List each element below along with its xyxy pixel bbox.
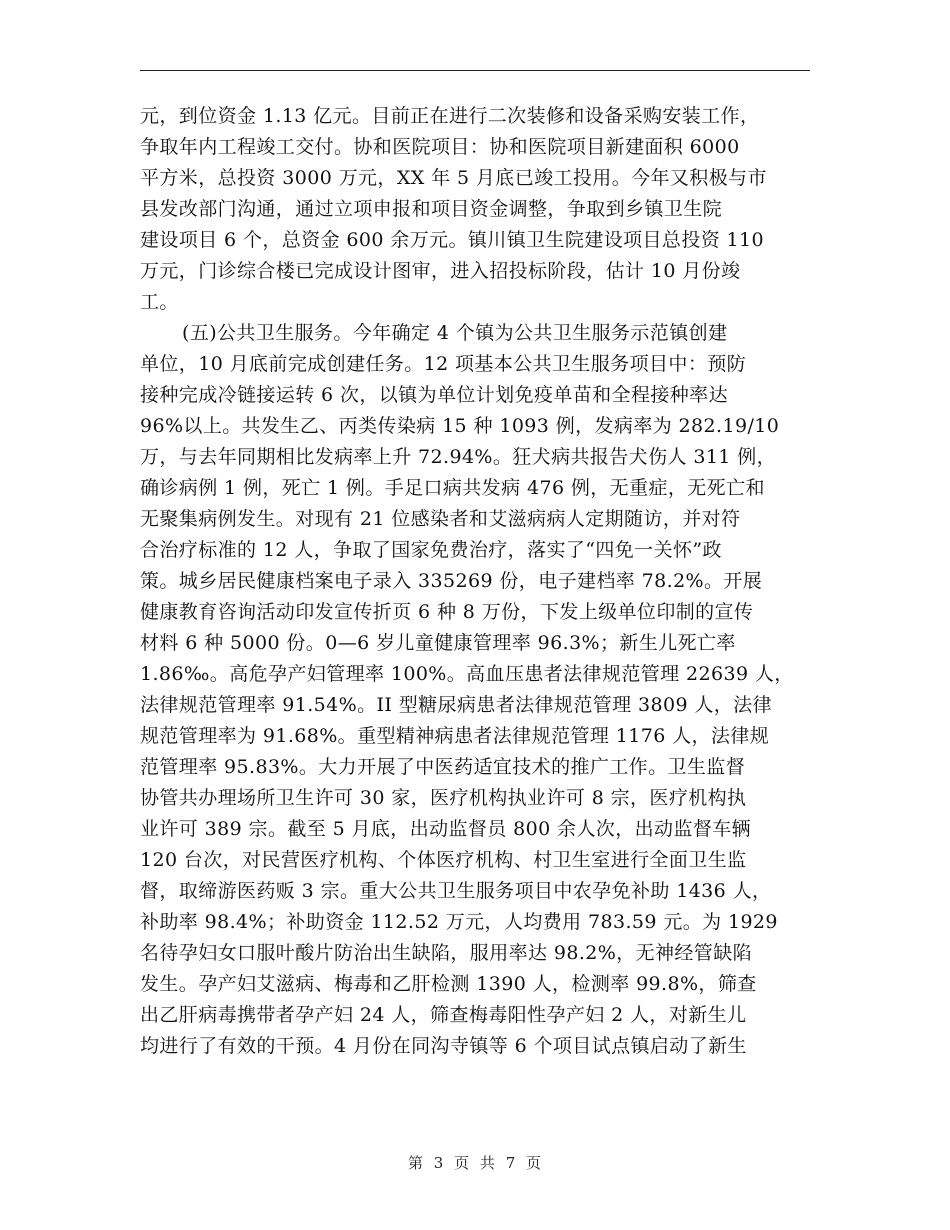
text-line: 单位，10 月底前完成创建任务。12 项基本公共卫生服务项目中：预防 [140, 353, 747, 375]
page-footer [0, 1152, 950, 1173]
text-line: 县发改部门沟通，通过立项申报和项目资金调整，争取到乡镇卫生院 [140, 198, 723, 220]
footer-total-prefix: 共 [479, 1154, 496, 1172]
text-line: 补助率 98.4%；补助资金 112.52 万元，人均费用 783.59 元。为 1929 [140, 911, 778, 933]
text-line: 元，到位资金 1.13 亿元。目前正在进行二次装修和设备采购安装工作， [140, 105, 760, 127]
header-rule [140, 70, 810, 71]
text-line: 合治疗标准的 12 人，争取了国家免费治疗，落实了“四免一关怀”政 [140, 539, 722, 561]
text-line: 96%以上。共发生乙、丙类传染病 15 种 1093 例，发病率为 282.19/10 [140, 415, 780, 437]
text-line: 确诊病例 1 例，死亡 1 例。手足口病共发病 476 例，无重症，无死亡和 [140, 477, 765, 499]
document-body [140, 101, 810, 1062]
text-line: 建设项目 6 个，总资金 600 余万元。镇川镇卫生院建设项目总投资 110 [140, 229, 765, 251]
text-line: 争取年内工程竣工交付。协和医院项目：协和医院项目新建面积 6000 [140, 136, 740, 158]
text-line: 平方米，总投资 3000 万元，XX 年 5 月底已竣工投用。今年又积极与市 [140, 167, 767, 189]
text-line: 出乙肝病毒携带者孕产妇 24 人，筛查梅毒阳性孕产妇 2 人，对新生儿 [140, 1004, 747, 1026]
page-unit: 页 [454, 1154, 471, 1172]
page-number: 3 [433, 1154, 445, 1172]
text-line: 接种完成冷链接运转 6 次，以镇为单位计划免疫单苗和全程接种率达 [140, 384, 728, 406]
section-heading-line: (五)公共卫生服务。今年确定 4 个镇为公共卫生服务示范镇创建 [182, 322, 728, 344]
text-line: 范管理率 95.83%。大力开展了中医药适宜技术的推广工作。卫生监督 [140, 756, 746, 778]
text-line: 名待孕妇女口服叶酸片防治出生缺陷，服用率达 98.2%，无神经管缺陷 [140, 942, 752, 964]
text-line: 健康教育咨询活动印发宣传折页 6 种 8 万份，下发上级单位印制的宣传 [140, 601, 754, 623]
text-line: 1.86‰。高危孕产妇管理率 100%。高血压患者法律规范管理 22639 人， [140, 663, 794, 685]
text-line: 均进行了有效的干预。4 月份在同沟寺镇等 6 个项目试点镇启动了新生 [140, 1035, 747, 1057]
text-line: 工。 [140, 291, 179, 313]
text-line: 发生。孕产妇艾滋病、梅毒和乙肝检测 1390 人，检测率 99.8%，筛查 [140, 973, 757, 995]
text-line: 督，取缔游医药贩 3 宗。重大公共卫生服务项目中农孕免补助 1436 人， [140, 880, 772, 902]
text-line: 法律规范管理率 91.54%。II 型糖尿病患者法律规范管理 3809 人，法律 [140, 694, 772, 716]
total-unit: 页 [526, 1154, 543, 1172]
text-line: 材料 6 种 5000 份。0—6 岁儿童健康管理率 96.3%；新生儿死亡率 [140, 632, 736, 654]
text-line: 无聚集病例发生。对现有 21 位感染者和艾滋病病人定期随访，并对符 [140, 508, 741, 530]
footer-prefix: 第 [407, 1154, 424, 1172]
text-line: 业许可 389 宗。截至 5 月底，出动监督员 800 余人次，出动监督车辆 [140, 818, 752, 840]
text-line: 规范管理率为 91.68%。重型精神病患者法律规范管理 1176 人，法律规 [140, 725, 770, 747]
text-line: 万元，门诊综合楼已完成设计图审，进入招投标阶段，估计 10 月份竣 [140, 260, 741, 282]
total-pages: 7 [505, 1154, 517, 1172]
text-line: 万，与去年同期相比发病率上升 72.94%。狂犬病共报告犬伤人 311 例， [140, 446, 777, 468]
text-line: 120 台次，对民营医疗机构、个体医疗机构、村卫生室进行全面卫生监 [140, 849, 747, 871]
text-line: 策。城乡居民健康档案电子录入 335269 份，电子建档率 78.2%。开展 [140, 570, 763, 592]
text-line: 协管共办理场所卫生许可 30 家，医疗机构执业许可 8 宗，医疗机构执 [140, 787, 747, 809]
